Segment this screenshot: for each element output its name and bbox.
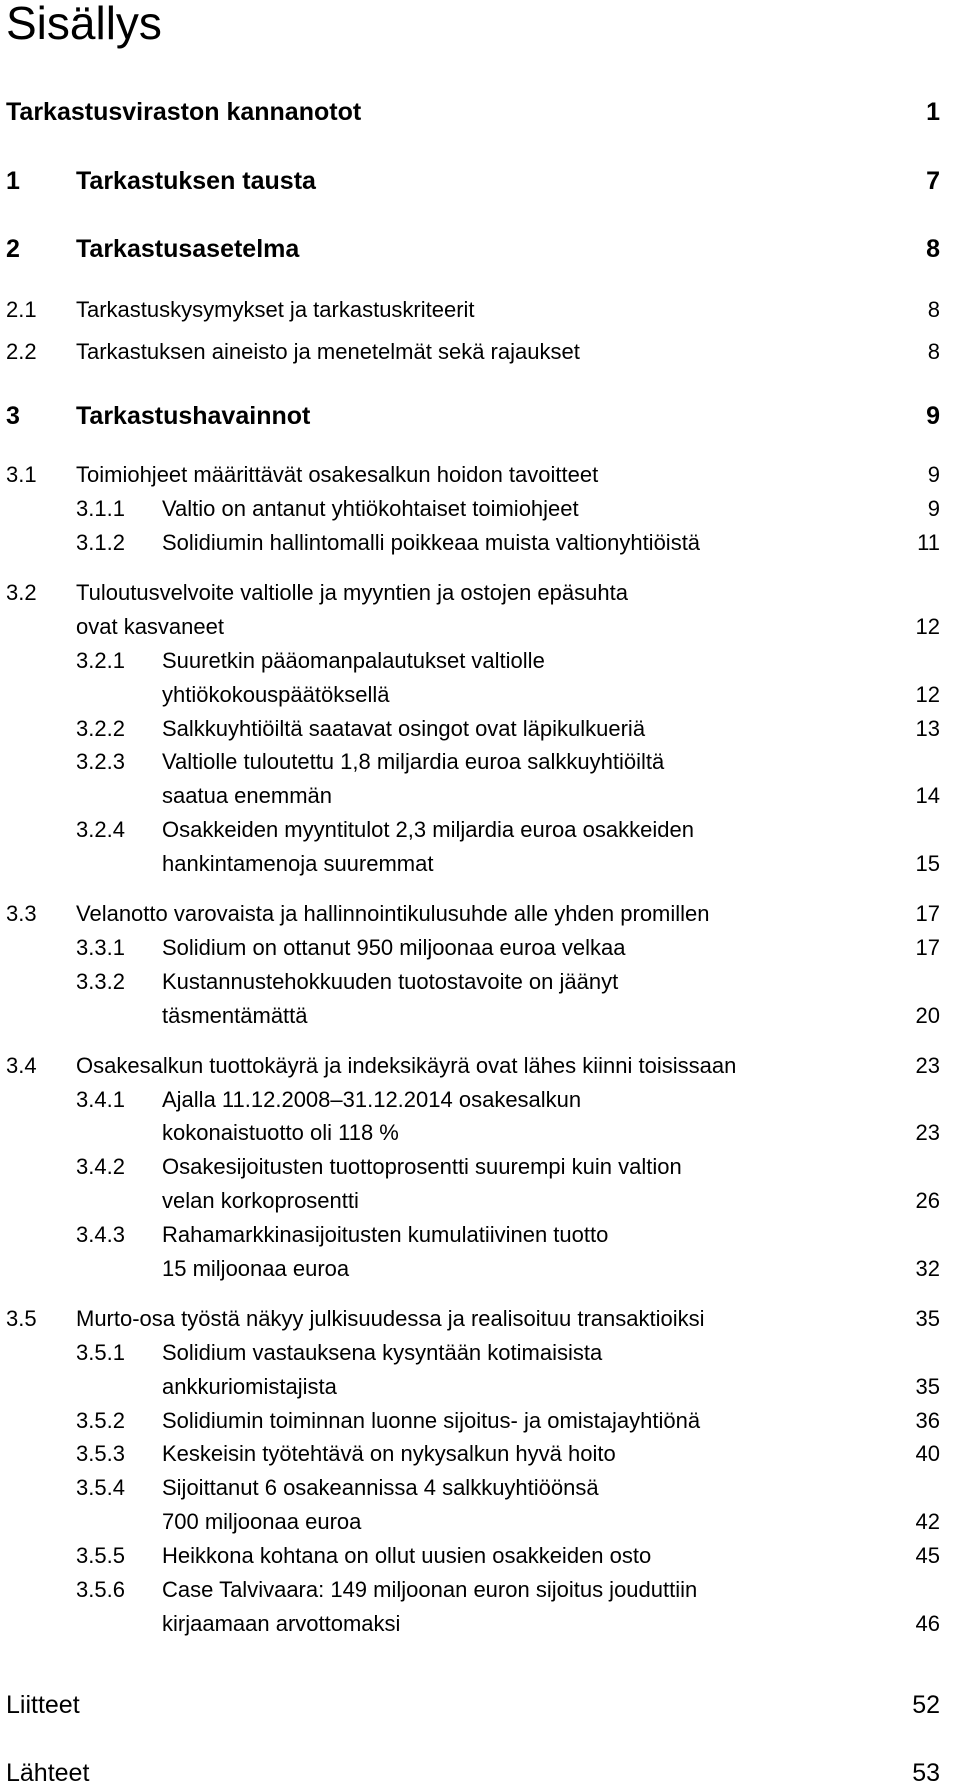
toc-number: 3.5.4 — [76, 1475, 125, 1500]
toc-entry[interactable] — [0, 1050, 960, 1082]
toc-entry[interactable] — [0, 233, 960, 265]
toc-title: Tarkastuksen tausta — [76, 167, 316, 195]
toc-entry-continuation[interactable] — [0, 848, 960, 880]
toc-number: 3.2.2 — [76, 716, 125, 741]
toc-title: Solidiumin toiminnan luonne sijoitus- ja omistajayhtiönä — [162, 1408, 701, 1433]
toc-title: Osakesalkun tuottokäyrä ja indeksikäyrä ovat lähes kiinni toisissaan — [76, 1053, 737, 1078]
toc-number: 3.5.3 — [76, 1441, 125, 1466]
toc-page-number: 8 — [927, 339, 940, 364]
toc-page-number: 8 — [926, 235, 940, 263]
toc-number: 1 — [6, 167, 20, 195]
toc-number: 3.1.1 — [76, 496, 125, 521]
toc-number: 3.3.1 — [76, 935, 125, 960]
toc-title: Suuretkin pääomanpalautukset valtiolle — [162, 648, 545, 673]
toc-entry-continuation[interactable] — [0, 1371, 960, 1403]
toc-title: Solidium vastauksena kysyntään kotimaisista — [162, 1340, 603, 1365]
toc-entry[interactable] — [0, 96, 960, 128]
toc-title-line2: 700 miljoonaa euroa — [162, 1509, 362, 1534]
toc-entry[interactable] — [0, 1219, 960, 1251]
toc-number: 2.1 — [6, 297, 37, 322]
toc-title-line2: ankkuriomistajista — [162, 1374, 337, 1399]
toc-entry-continuation[interactable] — [0, 1185, 960, 1217]
toc-title: Lähteet — [6, 1759, 90, 1787]
toc-title: Ajalla 11.12.2008–31.12.2014 osakesalkun — [162, 1087, 582, 1112]
toc-entry-continuation[interactable] — [0, 1608, 960, 1640]
toc-page-number: 13 — [915, 716, 940, 741]
toc-number: 3.4.3 — [76, 1222, 125, 1247]
toc-page-number: 40 — [915, 1441, 940, 1466]
toc-title: Case Talvivaara: 149 miljoonan euron sijoitus jouduttiin — [162, 1577, 698, 1602]
toc-entry[interactable] — [0, 1689, 960, 1721]
toc-entry-continuation[interactable] — [0, 1253, 960, 1285]
toc-entry[interactable] — [0, 165, 960, 197]
toc-title-line2: 15 miljoonaa euroa — [162, 1256, 350, 1281]
toc-entry[interactable] — [0, 1151, 960, 1183]
toc-title-line2: ovat kasvaneet — [76, 614, 224, 639]
toc-page-number: 35 — [915, 1306, 940, 1331]
toc-title-line2: täsmentämättä — [162, 1003, 308, 1028]
toc-number: 2 — [6, 235, 20, 263]
toc-title: Osakesijoitusten tuottoprosentti suurempi kuin valtion — [162, 1154, 682, 1179]
toc-entry[interactable] — [0, 932, 960, 964]
toc-entry-continuation[interactable] — [0, 1506, 960, 1538]
toc-entry[interactable] — [0, 814, 960, 846]
toc-entry[interactable] — [0, 294, 960, 326]
toc-page-number: 9 — [926, 402, 940, 430]
toc-title: Valtio on antanut yhtiökohtaiset toimiohjeet — [162, 496, 579, 521]
toc-title-line2: kirjaamaan arvottomaksi — [162, 1611, 401, 1636]
toc-number: 3 — [6, 402, 20, 430]
toc-entry[interactable] — [0, 1303, 960, 1335]
toc-title: Tarkastuskysymykset ja tarkastuskriteerit — [76, 297, 475, 322]
toc-page-number: 42 — [915, 1509, 940, 1534]
toc-number: 3.5.6 — [76, 1577, 125, 1602]
toc-entry-continuation[interactable] — [0, 679, 960, 711]
toc-entry-continuation[interactable] — [0, 780, 960, 812]
toc-number: 3.5 — [6, 1306, 37, 1331]
toc-entry[interactable] — [0, 1574, 960, 1606]
toc-title-line2: hankintamenoja suuremmat — [162, 851, 434, 876]
toc-number: 3.5.2 — [76, 1408, 125, 1433]
toc-entry[interactable] — [0, 1084, 960, 1116]
toc-title-line2: yhtiökokouspäätöksellä — [162, 682, 390, 707]
toc-title: Salkkuyhtiöiltä saatavat osingot ovat läpikulkueriä — [162, 716, 646, 741]
toc-number: 3.2 — [6, 580, 37, 605]
toc-number: 3.3.2 — [76, 969, 125, 994]
toc-entry[interactable] — [0, 1337, 960, 1369]
toc-page-number: 20 — [915, 1003, 940, 1028]
toc-page-number: 11 — [917, 530, 940, 555]
toc-title: Liitteet — [6, 1691, 80, 1719]
toc-title: Kustannustehokkuuden tuotostavoite on jäänyt — [162, 969, 619, 994]
toc-entry-continuation[interactable] — [0, 1117, 960, 1149]
toc-page-number: 14 — [915, 783, 940, 808]
toc-title: Tarkastushavainnot — [76, 402, 311, 430]
toc-title: Heikkona kohtana on ollut uusien osakkeiden osto — [162, 1543, 652, 1568]
toc-page-number: 12 — [915, 682, 940, 707]
toc-entry[interactable] — [0, 493, 960, 525]
toc-entry[interactable] — [0, 898, 960, 930]
toc-entry-continuation[interactable] — [0, 1000, 960, 1032]
toc-page-number: 32 — [915, 1256, 940, 1281]
toc-title-line2: kokonaistuotto oli 118 % — [162, 1120, 399, 1145]
toc-entry[interactable] — [0, 645, 960, 677]
toc-entry[interactable] — [0, 1757, 960, 1789]
toc-page-number: 17 — [915, 935, 940, 960]
toc-title: Solidium on ottanut 950 miljoonaa euroa velkaa — [162, 935, 626, 960]
toc-title: Osakkeiden myyntitulot 2,3 miljardia euroa osakkeiden — [162, 817, 694, 842]
toc-page-number: 12 — [915, 614, 940, 639]
toc-page-number: 46 — [915, 1611, 940, 1636]
toc-number: 3.5.5 — [76, 1543, 125, 1568]
toc-title: Tarkastusviraston kannanotot — [6, 98, 362, 126]
toc-number: 3.3 — [6, 901, 37, 926]
toc-page-number: 23 — [915, 1120, 940, 1145]
toc-entry[interactable] — [0, 1472, 960, 1504]
toc-page-number: 23 — [915, 1053, 940, 1078]
toc-page-number: 9 — [927, 496, 940, 521]
toc-title: Valtiolle tuloutettu 1,8 miljardia euroa salkkuyhtiöiltä — [162, 749, 665, 774]
toc-entry[interactable] — [0, 1540, 960, 1572]
toc-page-number: 8 — [927, 297, 940, 322]
toc-number: 3.1.2 — [76, 530, 125, 555]
toc-entry[interactable] — [0, 336, 960, 368]
toc-page-number: 9 — [927, 462, 940, 487]
toc-page-number: 1 — [926, 98, 940, 126]
toc-page-number: 53 — [912, 1759, 940, 1787]
toc-title: Keskeisin työtehtävä on nykysalkun hyvä hoito — [162, 1441, 616, 1466]
toc-title: Tuloutusvelvoite valtiolle ja myyntien ja ostojen epäsuhta — [76, 580, 628, 605]
toc-page-number: 26 — [915, 1188, 940, 1213]
toc-title: Sijoittanut 6 osakeannissa 4 salkkuyhtiöönsä — [162, 1475, 599, 1500]
toc-page-number: 7 — [926, 167, 940, 195]
toc-entry[interactable] — [0, 746, 960, 778]
toc-page-number: 35 — [915, 1374, 940, 1399]
toc-entry[interactable] — [0, 713, 960, 745]
toc-entry[interactable] — [0, 400, 960, 432]
toc-entry[interactable] — [0, 527, 960, 559]
toc-title: Murto-osa työstä näkyy julkisuudessa ja realisoituu transaktioiksi — [76, 1306, 705, 1331]
toc-title: Solidiumin hallintomalli poikkeaa muista valtionyhtiöistä — [162, 530, 701, 555]
toc-title: Rahamarkkinasijoitusten kumulatiivinen tuotto — [162, 1222, 609, 1247]
toc-number: 3.4.1 — [76, 1087, 125, 1112]
toc-number: 3.2.3 — [76, 749, 125, 774]
toc-page-number: 45 — [915, 1543, 940, 1568]
toc-entry[interactable] — [0, 459, 960, 491]
toc-page-number: 52 — [912, 1691, 940, 1719]
toc-entry[interactable] — [0, 1438, 960, 1470]
toc-entry[interactable] — [0, 1405, 960, 1437]
toc-page-number: 15 — [915, 851, 940, 876]
page-title: Sisällys — [6, 0, 162, 49]
toc-title: Tarkastusasetelma — [76, 235, 300, 263]
toc-entry-continuation[interactable] — [0, 611, 960, 643]
toc-title-line2: saatua enemmän — [162, 783, 332, 808]
toc-title: Tarkastuksen aineisto ja menetelmät sekä rajaukset — [76, 339, 580, 364]
toc-number: 3.2.1 — [76, 648, 125, 673]
toc-number: 3.4 — [6, 1053, 37, 1078]
toc-title: Toimiohjeet määrittävät osakesalkun hoidon tavoitteet — [76, 462, 599, 487]
toc-number: 3.1 — [6, 462, 37, 487]
toc-number: 3.2.4 — [76, 817, 125, 842]
toc-title-line2: velan korkoprosentti — [162, 1188, 359, 1213]
toc-number: 3.5.1 — [76, 1340, 125, 1365]
toc-page-number: 36 — [915, 1408, 940, 1433]
toc-entry[interactable] — [0, 577, 960, 609]
toc-number: 2.2 — [6, 339, 37, 364]
toc-number: 3.4.2 — [76, 1154, 125, 1179]
toc-page-number: 17 — [915, 901, 940, 926]
toc-entry[interactable] — [0, 966, 960, 998]
toc-title: Velanotto varovaista ja hallinnointikulusuhde alle yhden promillen — [76, 901, 710, 926]
